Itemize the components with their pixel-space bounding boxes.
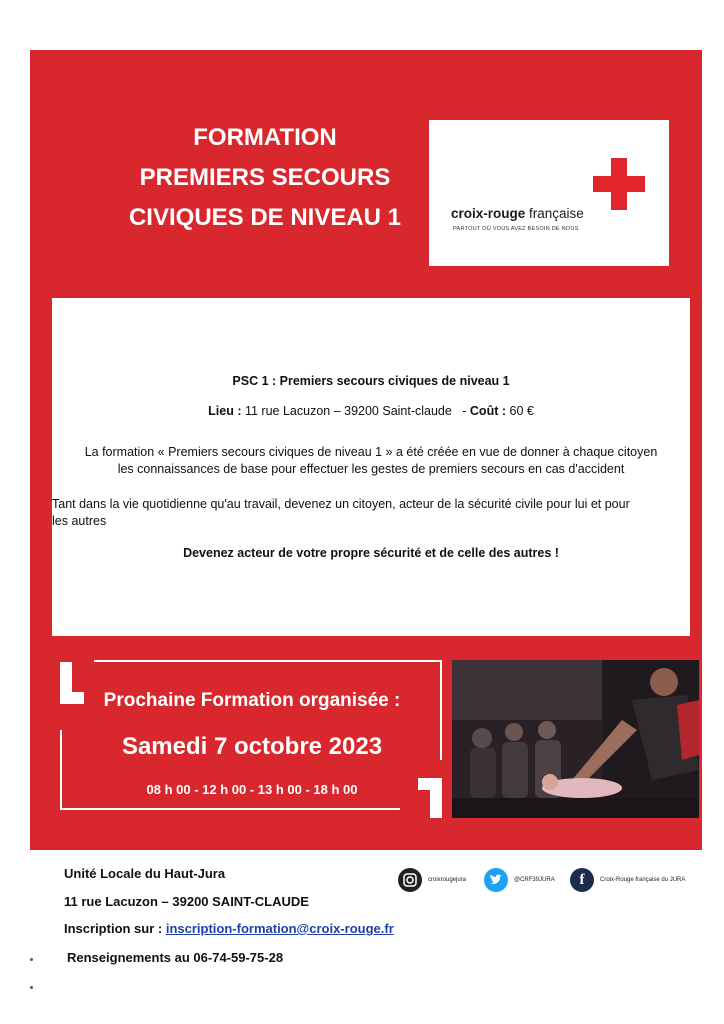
twitter-icon bbox=[484, 868, 508, 892]
title-line-1: FORMATION bbox=[193, 124, 337, 151]
session-hours: 08 h 00 - 12 h 00 - 13 h 00 - 18 h 00 bbox=[146, 782, 358, 797]
social-twitter[interactable] bbox=[484, 868, 555, 892]
poster-title bbox=[70, 118, 460, 238]
frame-line bbox=[94, 660, 442, 662]
info-panel bbox=[52, 298, 690, 636]
inscription-line: Inscription sur : inscription-formation@croix-rouge.fr bbox=[64, 921, 394, 936]
social-facebook[interactable] bbox=[570, 868, 685, 892]
unit-name: Unité Locale du Haut-Jura bbox=[64, 866, 226, 881]
red-cross-icon bbox=[593, 158, 645, 210]
session-date: Samedi 7 octobre 2023 bbox=[121, 733, 383, 760]
instagram-handle: croixrougejura bbox=[428, 877, 467, 883]
twitter-handle: @CRF39JURA bbox=[514, 877, 555, 883]
title-line-2: PREMIERS SECOURS bbox=[139, 164, 391, 191]
description-paragraph: La formation « Premiers secours civiques de niveau 1 » a été créée en vue de donner à chaque citoyen les connaissances de base pour effectuer les gestes de premiers secours en cas d'accident bbox=[84, 445, 658, 476]
phone-line: Renseignements au 06-74-59-75-28 bbox=[67, 950, 284, 965]
location-cost-line: Lieu : 11 rue Lacuzon – 39200 Saint-claude - Coût : 60 € bbox=[208, 404, 534, 418]
frame-line bbox=[60, 808, 400, 810]
frame-line bbox=[440, 660, 442, 760]
scan-speck bbox=[30, 958, 33, 961]
social-instagram[interactable] bbox=[398, 868, 466, 892]
psc-title: PSC 1 : Premiers secours civiques de niveau 1 bbox=[232, 374, 510, 388]
next-session-heading: Prochaine Formation organisée : bbox=[103, 690, 401, 711]
inscription-email-link[interactable]: inscription-formation@croix-rouge.fr bbox=[165, 921, 394, 936]
slogan: Devenez acteur de votre propre sécurité et de celle des autres ! bbox=[183, 546, 559, 560]
logo-name: croix-rouge française bbox=[451, 206, 584, 221]
instagram-icon bbox=[398, 868, 422, 892]
first-aid-training-photo bbox=[452, 660, 699, 818]
civic-paragraph: Tant dans la vie quotidienne qu'au travail, devenez un citoyen, acteur de la sécurité civile pour lui et pour les autres bbox=[52, 497, 630, 528]
croix-rouge-logo bbox=[429, 120, 669, 266]
title-line-3: CIVIQUES DE NIVEAU 1 bbox=[128, 204, 402, 231]
scan-speck bbox=[30, 986, 33, 989]
unit-address: 11 rue Lacuzon – 39200 SAINT-CLAUDE bbox=[64, 894, 309, 909]
frame-line bbox=[60, 730, 62, 810]
logo-tagline: PARTOUT OÙ VOUS AVEZ BESOIN DE NOUS bbox=[453, 226, 579, 232]
facebook-icon: f bbox=[570, 868, 594, 892]
facebook-page-name: Croix-Rouge française du JURA bbox=[600, 877, 686, 883]
